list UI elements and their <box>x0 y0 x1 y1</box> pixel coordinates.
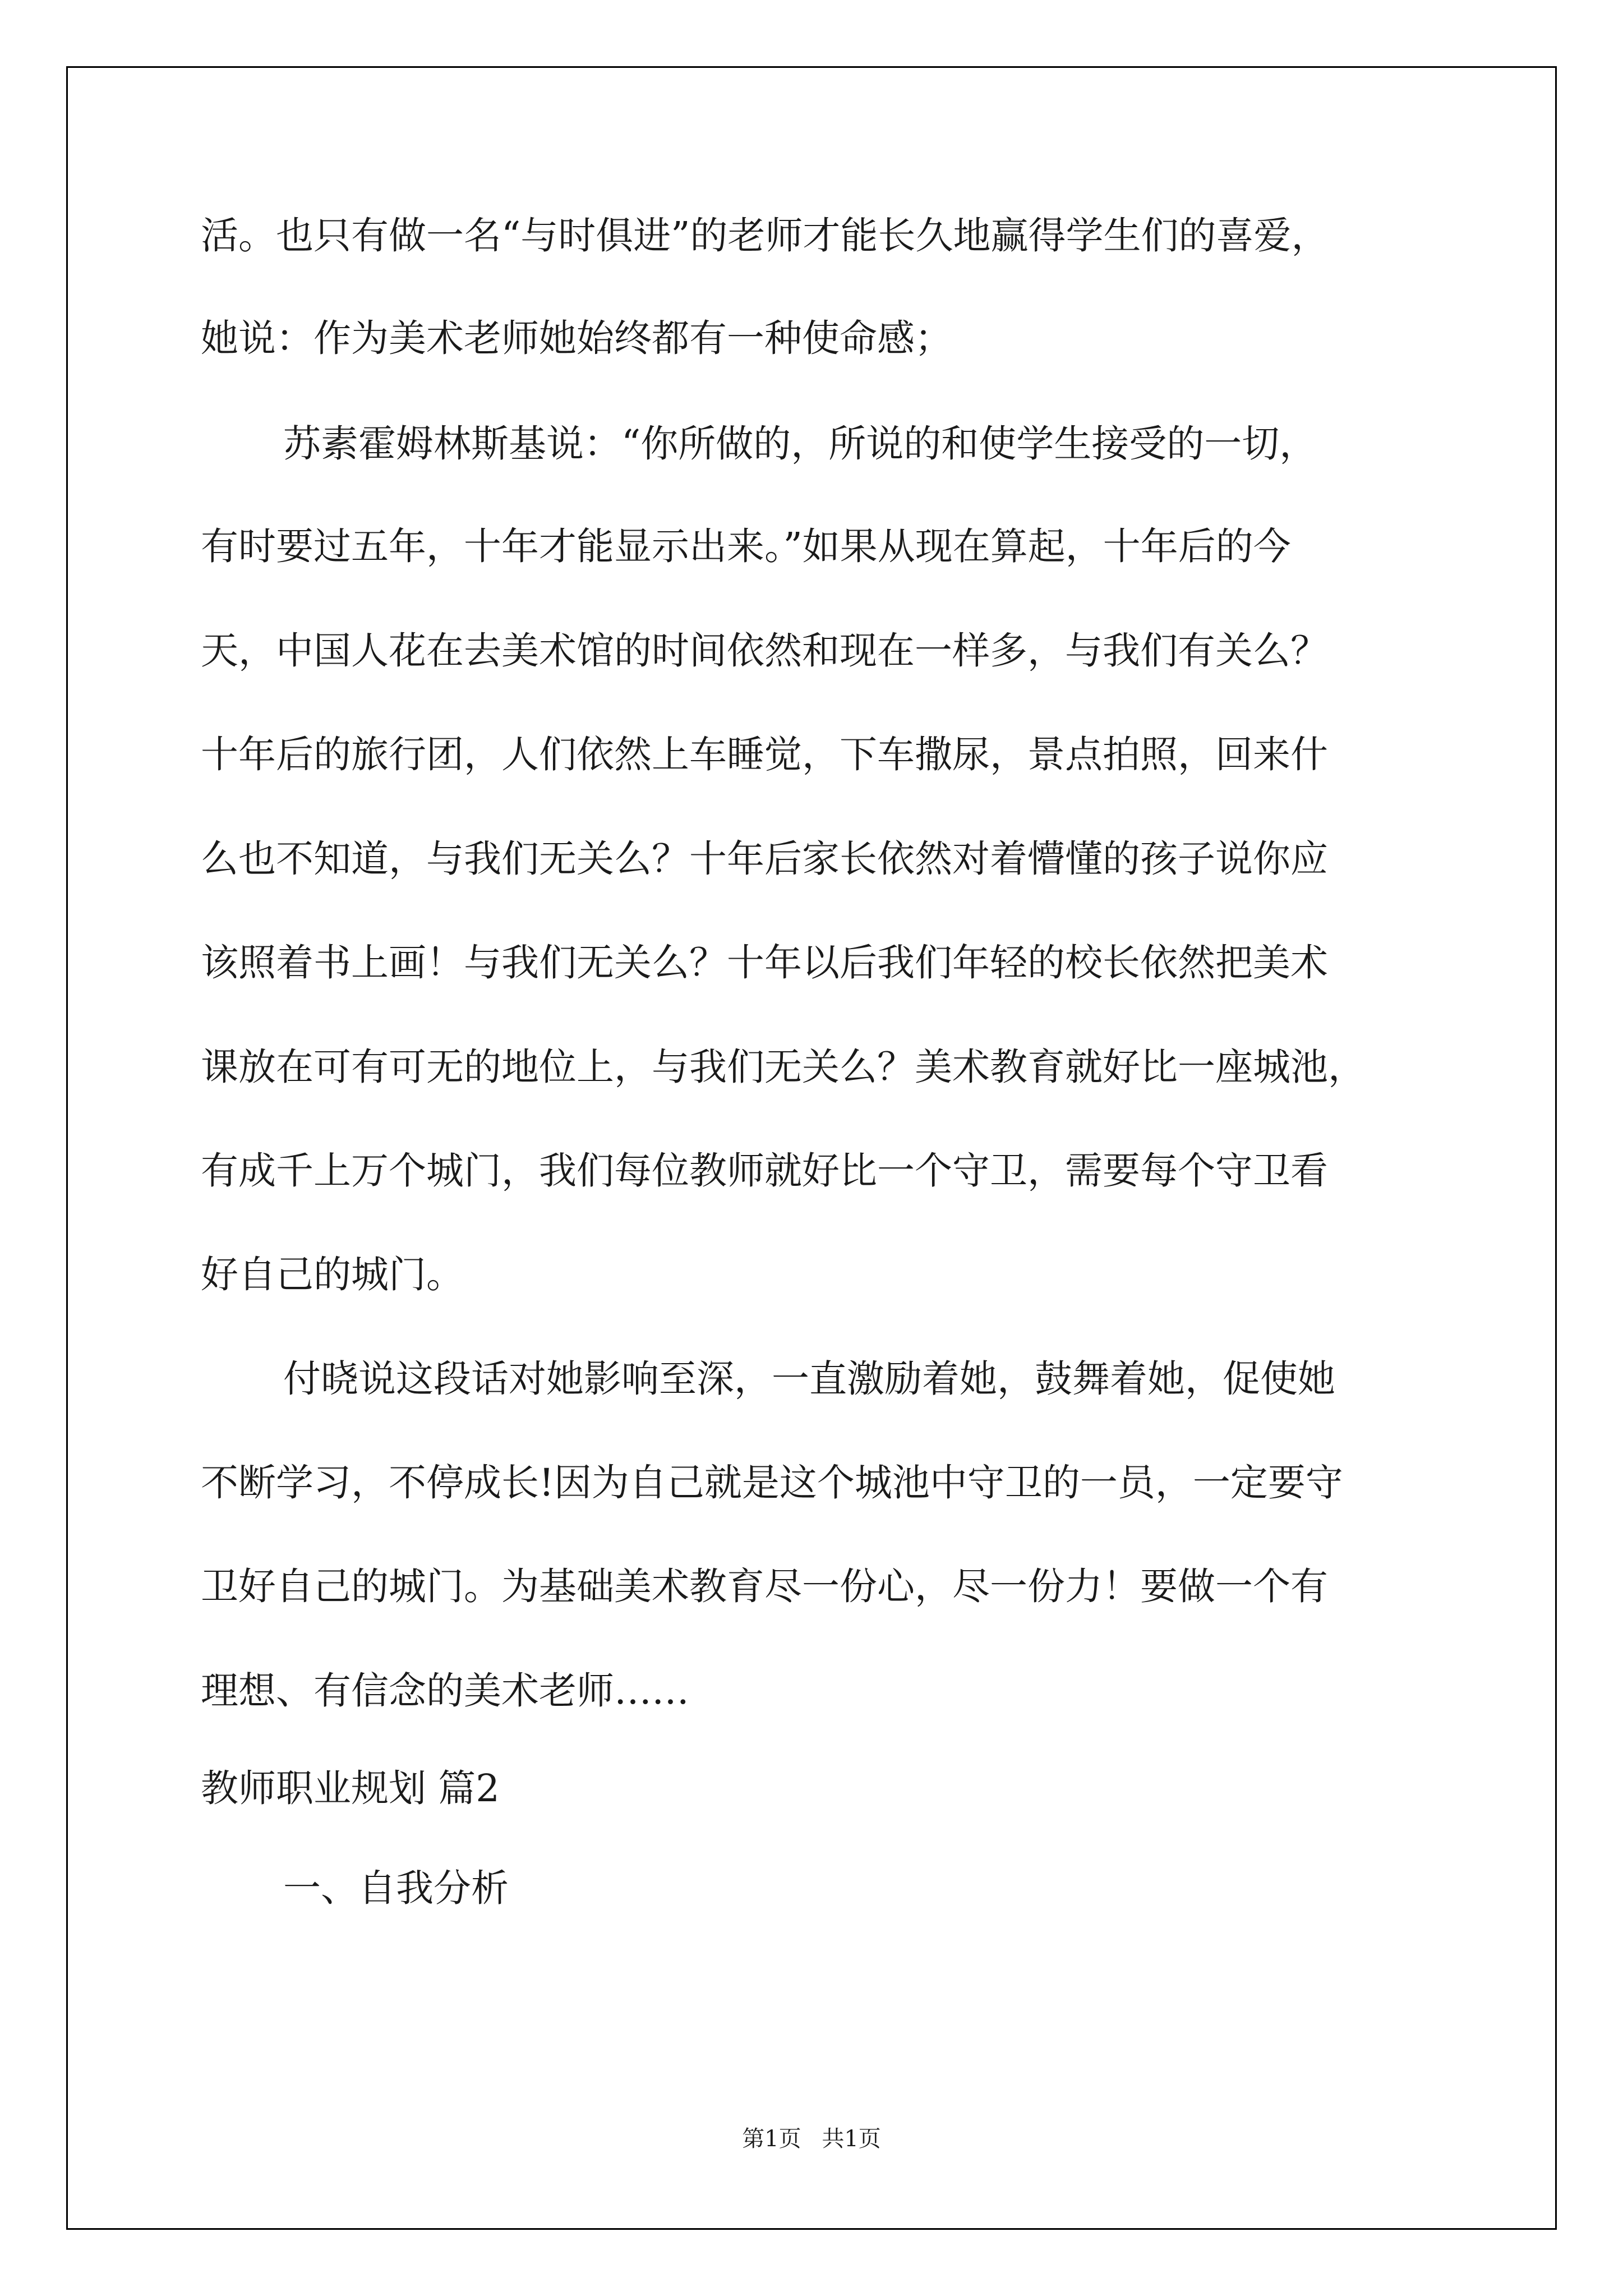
text-line: 好自己的城门。 <box>201 1253 464 1296</box>
text-line: 么也不知道，与我们无关么？十年后家长依然对着懵懂的孩子说你应 <box>201 837 1328 881</box>
text-line: 有时要过五年，十年才能显示出来。”如果从现在算起，十年后的今 <box>201 524 1291 568</box>
text-line: 卫好自己的城门。为基础美术教育尽一份心，尽一份力！要做一个有 <box>201 1565 1328 1608</box>
paragraph-first-line: 付晓说这段话对她影响至深，一直激励着她，鼓舞着她，促使她 <box>283 1357 1335 1401</box>
text-line: 不断学习，不停成长!因为自己就是这个城池中守卫的一员，一定要守 <box>201 1461 1343 1504</box>
page-number: 第1页 <box>742 2126 801 2152</box>
text-line: 课放在可有可无的地位上，与我们无关么？美术教育就好比一座城池， <box>201 1045 1366 1089</box>
text-line: 该照着书上画！与我们无关么？十年以后我们年轻的校长依然把美术 <box>201 941 1328 984</box>
text-line: 理想、有信念的美术老师…… <box>201 1669 689 1713</box>
paragraph-first-line: 苏素霍姆林斯基说：“你所做的，所说的和使学生接受的一切， <box>283 422 1317 466</box>
text-line: 有成千上万个城门，我们每位教师就好比一个守卫，需要每个守卫看 <box>201 1149 1328 1193</box>
page-footer <box>0 2122 1623 2156</box>
page-total: 共1页 <box>822 2126 881 2152</box>
text-line: 天，中国人花在去美术馆的时间依然和现在一样多，与我们有关么？ <box>201 629 1328 673</box>
section-title: 教师职业规划 篇2 <box>201 1766 500 1810</box>
text-line: 她说：作为美术老师她始终都有一种使命感； <box>201 316 952 360</box>
text-line: 活。也只有做一名“与时俱进”的老师才能长久地赢得学生们的喜爱， <box>201 214 1329 257</box>
text-line: 十年后的旅行团，人们依然上车睡觉，下车撒尿，景点拍照，回来什 <box>201 733 1328 776</box>
subsection-title: 一、自我分析 <box>283 1866 509 1910</box>
